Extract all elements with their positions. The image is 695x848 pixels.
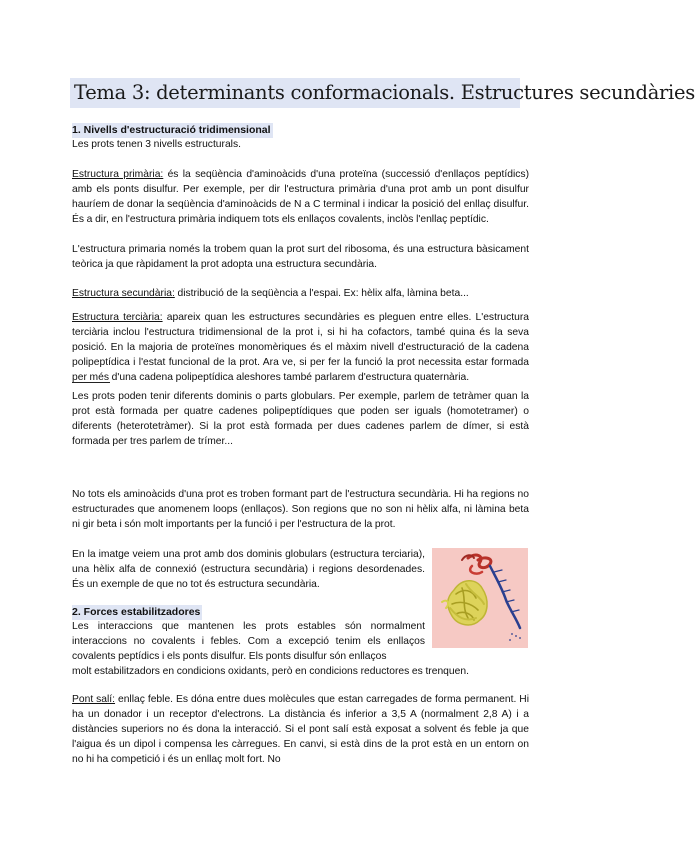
- tertiary-structure-text: apareix quan les estructures secundàries es pleguen entre elles. L'estructura terciària inclou l'estructura tridimensional de la prot i, si hi ha cofactors, també quina és la seva posició. En la majoria de proteïnes monomèriques és el màxim nivell d'estructuració de la cadena polipeptídica i l'estat funcional de la prot. Ara ve, si per fer la funció la prot necessita estar formada per més d'una cadena polipeptídica aleshores també parlarem d'estructura quaternària.: [72, 312, 529, 383]
- tertiary-structure-paragraph: [72, 310, 529, 385]
- section-heading-2: 2. Forces estabilitzadores: [72, 606, 201, 618]
- image-caption-paragraph: En la imatge veiem una prot amb dos dominis globulars (estructura terciaria), una hèlix alfa de connexió (estructura secundària) i regions desordenades. És un exemple de que no tot és estructura secundària.: [72, 549, 425, 590]
- domains-paragraph: Les prots poden tenir diferents dominis o parts globulars. Per exemple, parlem de tetràmer quan la prot està formada per quatre cadenes polipeptídiques que poden ser iguals (homotetramer) o diferents (heterotetràmer). Si la prot està formada per dues cadenes parlem de dímer, si està formada per tres parlem de trímer...: [72, 391, 529, 447]
- tertiary-structure-label: Estructura terciària:: [72, 312, 163, 323]
- primary-structure-note: L'estructura primaria només la trobem quan la prot surt del ribosoma, és una estructura bàsicament teòrica ja que ràpidament la prot adopta una estructura secundària.: [72, 244, 529, 270]
- secondary-structure-text: distribució de la seqüència a l'espai. Ex: hèlix alfa, làmina beta...: [174, 288, 469, 299]
- forces-paragraph-continued: molt estabilitzadors en condicions oxidants, però en condicions reductores es trenquen.: [72, 666, 469, 677]
- salt-bridge-paragraph: [72, 692, 529, 767]
- primary-structure-paragraph: [72, 167, 529, 227]
- primary-structure-text: és la seqüència d'aminoàcids d'una proteïna (successió d'enllaços peptídics) amb els ponts disulfur. Per exemple, per dir l'estructura primària d'una prot amb un pont disulfur hauríem de donar la seqüència d'aminoàcids de N a C terminal i indicar la posició del enllaç disulfur. És a dir, en l'estructura primària indiquem tots els enllaços covalents, inclòs l'enllaç peptídic.: [72, 169, 529, 225]
- section-heading-1: 1. Nivells d'estructuració tridimensional: [72, 124, 271, 136]
- loops-paragraph: No tots els aminoàcids d'una prot es troben formant part de l'estructura secundària. Hi ha regions no estructurades que anomenem loops (enllaços). Son regions que no son ni hèlix alfa, ni làmina beta ni gir beta i són molt importants per la funció i per l'estructura de la prot.: [72, 489, 529, 530]
- salt-bridge-text: enllaç feble. Es dóna entre dues molècules que estan carregades de forma permanent. Hi ha un donador i un receptor d'electrons. La distància és inferior a 3,5 A (normalment 2,8 A) i a distàncies superiors no és dona la interacció. Si el pont salí està exposat a solvent és feble ja que l'aigua és un dipol i compensa les càrregues. En canvi, si està dins de la prot està en un entorn on no hi ha competició i és un enllaç molt fort. No: [72, 694, 530, 765]
- separator-line: [72, 382, 110, 383]
- secondary-structure-label: Estructura secundària:: [72, 288, 175, 299]
- protein-structure-image: [432, 548, 528, 648]
- intro-paragraph: Les prots tenen 3 nivells estructurals.: [72, 139, 241, 150]
- secondary-structure-paragraph: [72, 286, 529, 301]
- salt-bridge-label: Pont salí:: [72, 694, 116, 705]
- primary-structure-label: Estructura primària:: [72, 169, 164, 180]
- page-title: Tema 3: determinants conformacionals. Estructures secundàries: [74, 81, 695, 104]
- protein-structure-illustration: [432, 548, 528, 648]
- forces-paragraph: Les interaccions que mantenen les prots estables són normalment interaccions no covalents i febles. Com a excepció tenim els enllaços covalents peptídics i els ponts disulfur. Els ponts disulfur són enllaços: [72, 621, 425, 662]
